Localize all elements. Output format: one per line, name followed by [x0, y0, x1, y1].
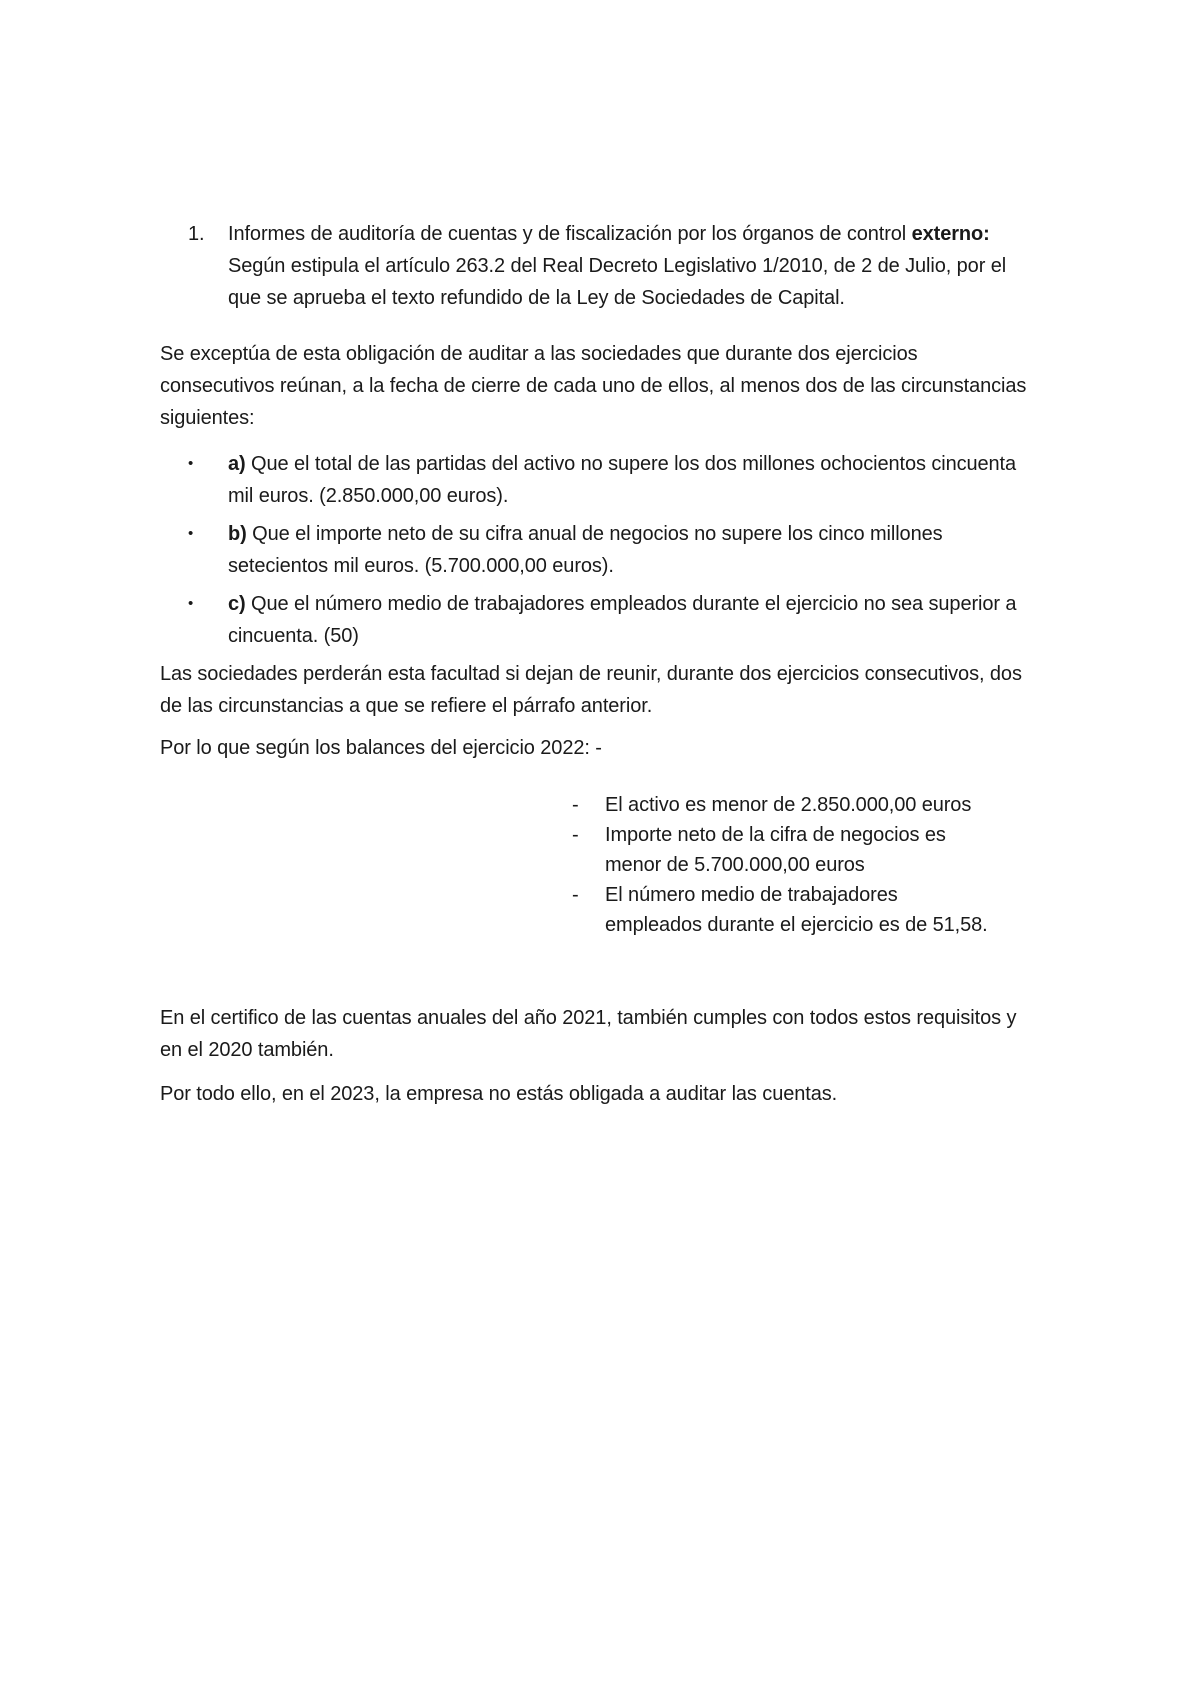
bullet-item-a-lead: a) — [228, 453, 246, 475]
bullet-item-a-text — [228, 448, 1020, 512]
bullet-item-b — [160, 518, 1030, 582]
paragraph-balances-2022: Por lo que según los balances del ejercicio 2022: - — [160, 737, 602, 759]
numbered-item-text — [228, 218, 1028, 314]
bullet-item-c — [160, 588, 1030, 652]
bullet-marker: • — [188, 525, 194, 542]
paragraph-exception: Se exceptúa de esta obligación de auditar a las sociedades que durante dos ejercicios consecutivos reúnan, a la fecha de cierre de cada uno de ellos, al menos dos de las circunstancias siguientes: — [160, 343, 1027, 429]
list-item-number: 1. — [188, 223, 205, 245]
dash-item-importe-text: Importe neto de la cifra de negocios es menor de 5.700.000,00 euros — [605, 824, 946, 876]
paragraph-certifico-2021: En el certifico de las cuentas anuales del año 2021, también cumples con todos estos requisitos y en el 2020 también. — [160, 1007, 1017, 1061]
bullet-item-c-body: Que el número medio de trabajadores empleados durante el ejercicio no sea superior a cincuenta. (50) — [228, 593, 1017, 647]
bullet-item-b-body: Que el importe neto de su cifra anual de negocios no supere los cinco millones setecientos mil euros. (5.700.000,00 euros). — [228, 523, 943, 577]
numbered-item-text-post: Según estipula el artículo 263.2 del Real Decreto Legislativo 1/2010, de 2 de Julio, por el que se aprueba el texto refundido de la Ley de Sociedades de Capital. — [228, 255, 1007, 309]
bullet-list-circumstances — [160, 448, 1030, 652]
bullet-marker: • — [188, 455, 194, 472]
bullet-item-b-text — [228, 518, 1020, 582]
dash-item-activo — [572, 790, 994, 820]
bullet-item-b-lead: b) — [228, 523, 247, 545]
dash-item-trabajadores — [572, 880, 994, 940]
dash-item-importe — [572, 820, 994, 880]
paragraph-perderan: Las sociedades perderán esta facultad si dejan de reunir, durante dos ejercicios consecutivos, dos de las circunstancias a que se refiere el párrafo anterior. — [160, 663, 1022, 717]
dash-marker: - — [572, 794, 579, 816]
bullet-item-c-text — [228, 588, 1020, 652]
numbered-list-item-1 — [160, 218, 1030, 314]
dash-list-balance-results — [572, 790, 994, 940]
dash-marker: - — [572, 884, 579, 906]
numbered-item-text-pre: Informes de auditoría de cuentas y de fiscalización por los órganos de control — [228, 223, 912, 245]
bullet-marker: • — [188, 595, 194, 612]
paragraph-conclusion-2023: Por todo ello, en el 2023, la empresa no estás obligada a auditar las cuentas. — [160, 1083, 838, 1105]
bullet-item-c-lead: c) — [228, 593, 246, 615]
numbered-item-text-bold: externo: — [911, 223, 990, 245]
dash-item-activo-text: El activo es menor de 2.850.000,00 euros — [605, 794, 972, 816]
dash-item-trabajadores-text: El número medio de trabajadores empleados durante el ejercicio es de 51,58. — [605, 884, 988, 936]
bullet-item-a — [160, 448, 1030, 512]
dash-marker: - — [572, 824, 579, 846]
bullet-item-a-body: Que el total de las partidas del activo no supere los dos millones ochocientos cincuenta mil euros. (2.850.000,00 euros). — [228, 453, 1017, 507]
